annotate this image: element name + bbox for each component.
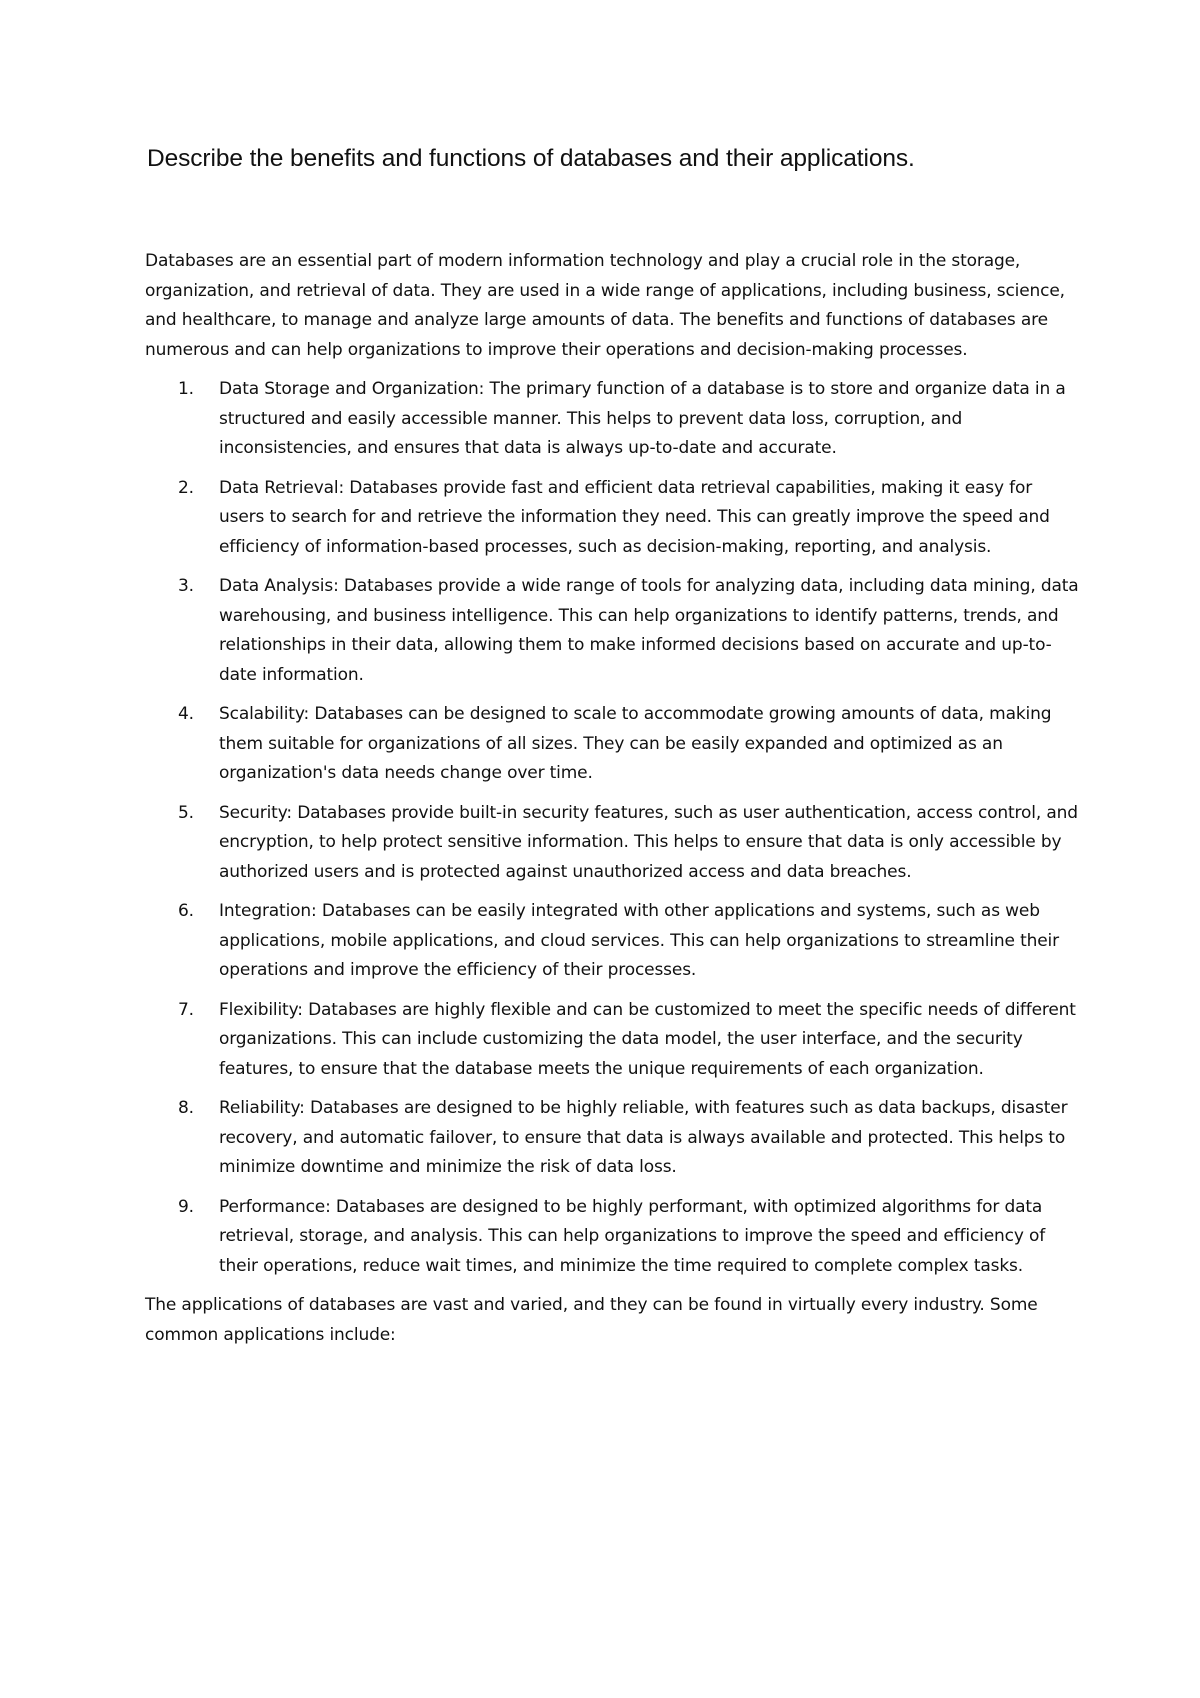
- list-item-text: Scalability: Databases can be designed to scale to accommodate growing amounts of data, making them suitable for organizations of all sizes. They can be easily expanded and optimized as an organization's data needs change over time.: [219, 704, 1052, 783]
- list-item-number: 8.: [178, 1098, 194, 1118]
- list-item: [145, 1193, 1080, 1282]
- list-item: [145, 375, 1080, 464]
- list-item-number: 7.: [178, 999, 194, 1020]
- list-item-text: Performance: Databases are designed to be highly performant, with optimized algorithms for data retrieval, storage, and analysis. This can help organizations to improve the speed and efficiency of their operations, reduce wait times, and minimize the time required to complete complex tasks.: [219, 1196, 1046, 1276]
- document-body: [145, 247, 1080, 1350]
- list-item-text: Reliability: Databases are designed to be highly reliable, with features such as data backups, disaster recovery, and automatic failover, to ensure that data is always available and protected. This helps to minimize downtime and minimize the risk of data loss.: [219, 1098, 1068, 1177]
- list-item-number: 2.: [178, 477, 194, 498]
- list-item-text: Security: Databases provide built-in security features, such as user authentication, access control, and encryption, to help protect sensitive information. This helps to ensure that data is only accessible by authorized users and is protected against unauthorized access and data breaches.: [219, 802, 1078, 882]
- list-item-number: 1.: [178, 379, 194, 399]
- document-title: Describe the benefits and functions of databases and their applications.: [147, 145, 915, 172]
- list-item: [145, 474, 1080, 563]
- list-item: [145, 996, 1080, 1085]
- list-item: [145, 799, 1080, 888]
- list-item-text: Flexibility: Databases are highly flexible and can be customized to meet the specific needs of different organizations. This can include customizing the data model, the user interface, and the security features, to ensure that the database meets the unique requirements of each organization.: [219, 999, 1076, 1079]
- list-item: [145, 1094, 1080, 1183]
- list-item-text: Data Storage and Organization: The primary function of a database is to store and organize data in a structured and easily accessible manner. This helps to prevent data loss, corruption, and inconsistencies, and ensures that data is always up-to-date and accurate.: [219, 379, 1066, 458]
- closing-paragraph: The applications of databases are vast and varied, and they can be found in virtually every industry. Some common applications include:: [145, 1295, 1038, 1345]
- list-item-text: Integration: Databases can be easily integrated with other applications and systems, such as web applications, mobile applications, and cloud services. This can help organizations to streamline their operations and improve the efficiency of their processes.: [219, 901, 1059, 980]
- list-item-number: 3.: [178, 576, 194, 596]
- list-item: [145, 700, 1080, 789]
- list-item-text: Data Analysis: Databases provide a wide range of tools for analyzing data, including data mining, data warehousing, and business intelligence. This can help organizations to identify patterns, trends, and relationships in their data, allowing them to make informed decisions based on accurate and up-to-date information.: [219, 576, 1079, 685]
- list-item: [145, 572, 1080, 690]
- list-item-number: 6.: [178, 901, 194, 921]
- list-item-number: 4.: [178, 704, 194, 724]
- list-item-text: Data Retrieval: Databases provide fast and efficient data retrieval capabilities, making it easy for users to search for and retrieve the information they need. This can greatly improve the speed and efficiency of information-based processes, such as decision-making, reporting, and analysis.: [219, 477, 1050, 557]
- list-item-number: 9.: [178, 1196, 194, 1217]
- intro-paragraph: Databases are an essential part of modern information technology and play a crucial role in the storage, organization, and retrieval of data. They are used in a wide range of applications, including business, science, and healthcare, to manage and analyze large amounts of data. The benefits and functions of databases are numerous and can help organizations to improve their operations and decision-making processes.: [145, 251, 1065, 360]
- list-item-number: 5.: [178, 802, 194, 823]
- list-item: [145, 897, 1080, 986]
- benefits-list: [145, 375, 1080, 1281]
